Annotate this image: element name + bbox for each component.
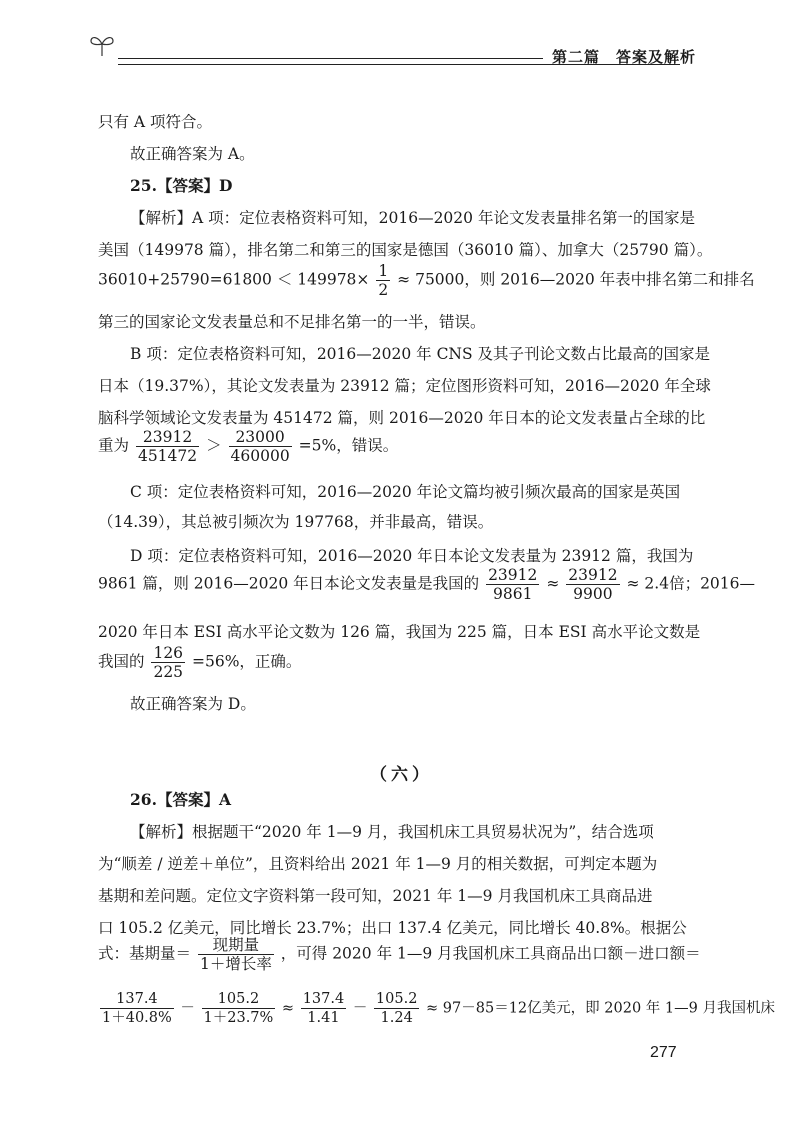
- text-line: 第三的国家论文发表量总和不足排名第一的一半，错误。: [98, 313, 486, 331]
- numerator: 105.2: [202, 990, 276, 1009]
- fraction: [374, 990, 420, 1027]
- formula-line: [98, 990, 775, 1027]
- denominator: 2: [378, 281, 389, 299]
- text-span: ≈ 2.4倍；2016—: [626, 574, 756, 593]
- text-line: 只有 A 项符合。: [98, 113, 213, 131]
- numerator: 23912: [488, 566, 538, 584]
- formula-line: [98, 262, 755, 299]
- numerator: 137.4: [302, 991, 345, 1007]
- fraction: [151, 644, 185, 681]
- text-line: 【解析】根据题干“2020 年 1—9 月，我国机床工具贸易状况为”，结合选项: [130, 823, 654, 841]
- text-line: 日本（19.37%），其论文发表量为 23912 篇；定位图形资料可知，2016—2020 年全球: [98, 377, 711, 395]
- text-span: ＞: [206, 436, 222, 455]
- text-span: ≈ 97－85＝12亿美元，即 2020 年 1—9 月我国机床: [426, 1000, 775, 1017]
- header-section-title: 第二篇 答案及解析: [552, 48, 697, 66]
- text-span: ≈: [281, 1000, 295, 1017]
- denominator: 1＋40.8%: [102, 1010, 172, 1026]
- text-span: 我国的: [98, 652, 145, 671]
- denominator: 460000: [230, 447, 290, 465]
- formula-line: [98, 936, 701, 973]
- fraction: [198, 936, 274, 973]
- text-line: 口 105.2 亿美元，同比增长 23.7%；出口 137.4 亿美元，同比增长 40.8%。根据公: [98, 919, 687, 937]
- text-line: 2020 年日本 ESI 高水平论文数为 126 篇，我国为 225 篇，日本 ESI 高水平论文数是: [98, 623, 701, 641]
- denominator: 9900: [573, 585, 613, 603]
- numerator: 现期量: [198, 936, 274, 955]
- text-span: 式：基期量＝: [98, 944, 192, 963]
- text-line: （14.39），其总被引频次为 197768，并非最高，错误。: [98, 513, 494, 531]
- fraction: [136, 428, 199, 465]
- fraction: [229, 428, 292, 465]
- text-line: B 项：定位表格资料可知，2016—2020 年 CNS 及其子刊论文数占比最高的国家是: [130, 345, 711, 363]
- numerator: 126: [153, 644, 184, 662]
- text-span: －: [180, 1000, 195, 1017]
- fraction: [566, 566, 619, 603]
- numerator: 23000: [229, 428, 292, 447]
- fraction: [376, 262, 390, 299]
- text-span: =56%，正确。: [191, 652, 302, 671]
- text-line: 基期和差问题。定位文字资料第一段可知，2021 年 1—9 月我国机床工具商品进: [98, 887, 653, 905]
- fraction: [100, 990, 174, 1027]
- text-line: 脑科学领域论文发表量为 451472 篇，则 2016—2020 年日本的论文发表量占全球的比: [98, 409, 706, 427]
- numerator: 137.4: [100, 990, 174, 1009]
- numerator: 23912: [136, 428, 199, 447]
- text-line: 【解析】A 项：定位表格资料可知，2016—2020 年论文发表量排名第一的国家是: [130, 209, 695, 227]
- denominator: 1＋23.7%: [203, 1010, 274, 1026]
- page-number: 277: [650, 1044, 677, 1061]
- text-span: ≈: [546, 574, 560, 593]
- text-line: 为“顺差 / 逆差＋单位”，且资料给出 2021 年 1—9 月的相关数据，可判定本题为: [98, 855, 658, 873]
- text-span: 9861 篇，则 2016—2020 年日本论文发表量是我国的: [98, 574, 480, 593]
- text-span: －: [352, 1000, 368, 1017]
- denominator: 225: [153, 663, 184, 681]
- text-line: C 项：定位表格资料可知，2016—2020 年论文篇均被引频次最高的国家是英国: [130, 483, 681, 501]
- formula-line: [98, 566, 756, 603]
- numerator: 1: [378, 262, 389, 280]
- text-line: 故正确答案为 A。: [130, 145, 255, 163]
- answer-label: 25.【答案】D: [130, 176, 233, 195]
- text-span: ≈ 75000，则 2016—2020 年表中排名第二和排名: [397, 270, 755, 289]
- section-title: （六）: [370, 765, 433, 785]
- text-line: D 项：定位表格资料可知，2016—2020 年日本论文发表量为 23912 篇，我国为: [130, 547, 694, 565]
- text-span: =5%，错误。: [298, 436, 399, 455]
- denominator: 9861: [492, 585, 533, 603]
- fraction: [301, 990, 347, 1027]
- numerator: 23912: [568, 566, 618, 584]
- text-span: 重为: [98, 436, 130, 455]
- text-line: 美国（149978 篇），排名第二和第三的国家是德国（36010 篇）、加拿大（25790 篇）。: [98, 241, 713, 259]
- denominator: 1.41: [307, 1010, 340, 1026]
- denominator: 451472: [137, 447, 198, 465]
- fraction: [202, 990, 276, 1027]
- formula-line: [98, 644, 688, 681]
- numerator: 105.2: [375, 991, 418, 1007]
- denominator: 1.24: [380, 1010, 413, 1026]
- sprout-logo-icon: [88, 32, 116, 58]
- fraction: [486, 566, 539, 603]
- header-rule: [118, 58, 543, 59]
- answer-label: 26.【答案】A: [130, 790, 231, 809]
- text-span: ，可得 2020 年 1—9 月我国机床工具商品出口额－进口额＝: [280, 944, 701, 963]
- denominator: 1＋增长率: [199, 955, 272, 973]
- formula-line: [98, 428, 688, 465]
- text-span: 36010+25790=61800 ＜ 149978×: [98, 270, 370, 289]
- text-line: 故正确答案为 D。: [130, 695, 256, 713]
